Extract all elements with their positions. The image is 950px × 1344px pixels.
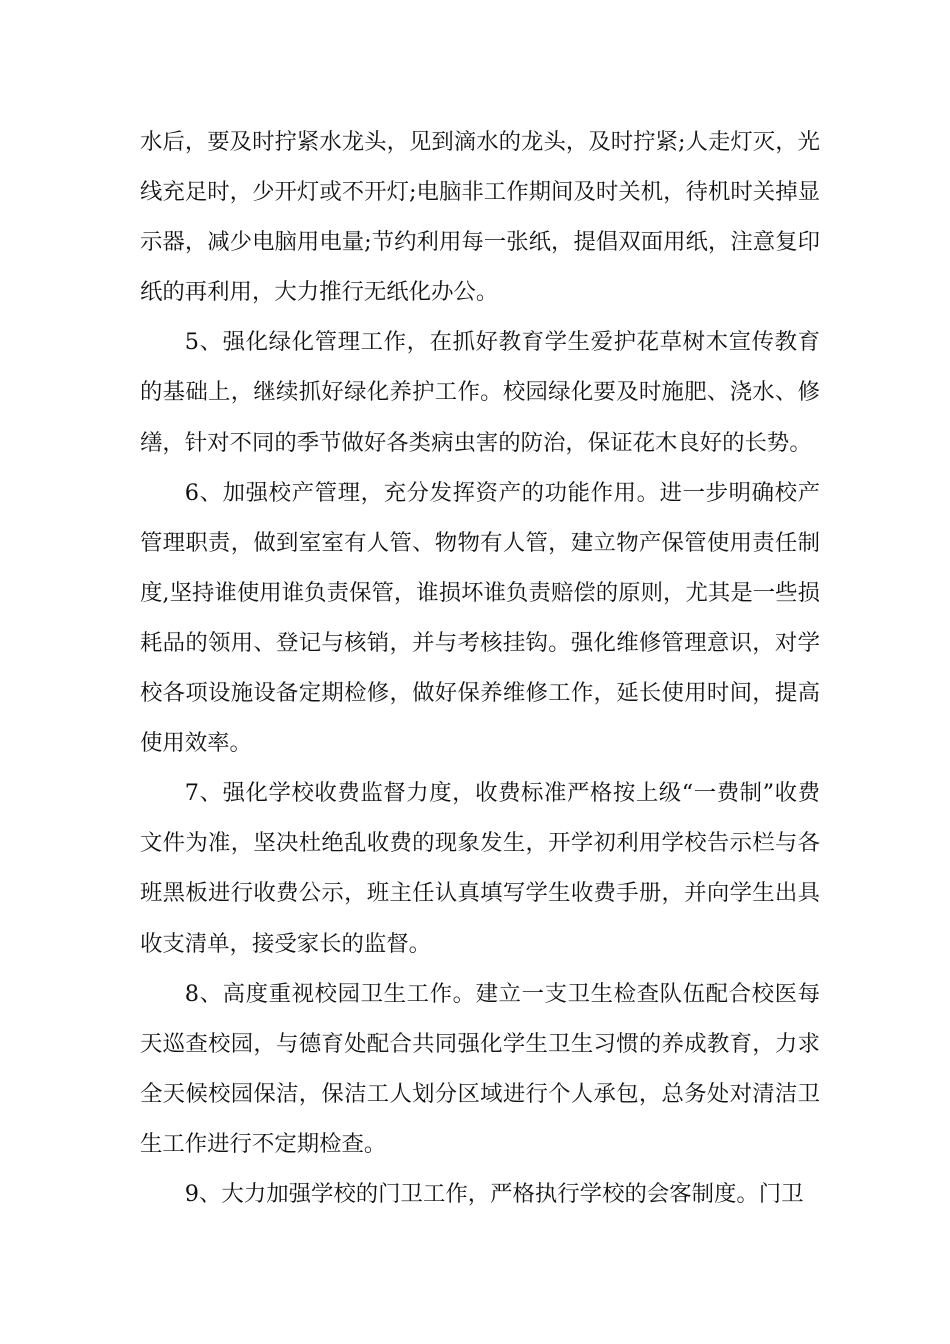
paragraph-item-9: 9、大力加强学校的门卫工作，严格执行学校的会客制度。门卫 bbox=[184, 1180, 804, 1207]
paragraph-item-8: 8、高度重视校园卫生工作。建立一支卫生检查队伍配合校医每天巡查校园，与德育处配合共同强化学生卫生习惯的养成教育，力求全天候校园保洁，保洁工人划分区域进行个人承包，总务处对清洁卫生工作进行不定期检查。 bbox=[140, 980, 820, 1157]
paragraph-item-6: 6、加强校产管理，充分发挥资产的功能作用。进一步明确校产管理职责，做到室室有人管、物物有人管，建立物产保管使用责任制度,坚持谁使用谁负责保管，谁损坏谁负责赔偿的原则，尤其是一些损耗品的领用、登记与核销，并与考核挂钩。强化维修管理意识，对学校各项设施设备定期检修，做好保养维修工作，延长使用时间，提高使用效率。 bbox=[140, 479, 820, 757]
paragraph-item-7: 7、强化学校收费监督力度，收费标准严格按上级“一费制”收费文件为准，坚决杜绝乱收费的现象发生，开学初利用学校告示栏与各班黑板进行收费公示，班主任认真填写学生收费手册，并向学生出具收支清单，接受家长的监督。 bbox=[140, 780, 820, 957]
document-body bbox=[140, 117, 820, 1219]
paragraph-item-5: 5、强化绿化管理工作，在抓好教育学生爱护花草树木宣传教育的基础上，继续抓好绿化养护工作。校园绿化要及时施肥、浇水、修缮，针对不同的季节做好各类病虫害的防治，保证花木良好的长势。 bbox=[140, 329, 820, 456]
paragraph-continuation: 水后，要及时拧紧水龙头，见到滴水的龙头，及时拧紧;人走灯灭，光线充足时，少开灯或不开灯;电脑非工作期间及时关机，待机时关掉显示器，减少电脑用电量;节约利用每一张纸，提倡双面用纸，注意复印纸的再利用，大力推行无纸化办公。 bbox=[140, 129, 820, 306]
